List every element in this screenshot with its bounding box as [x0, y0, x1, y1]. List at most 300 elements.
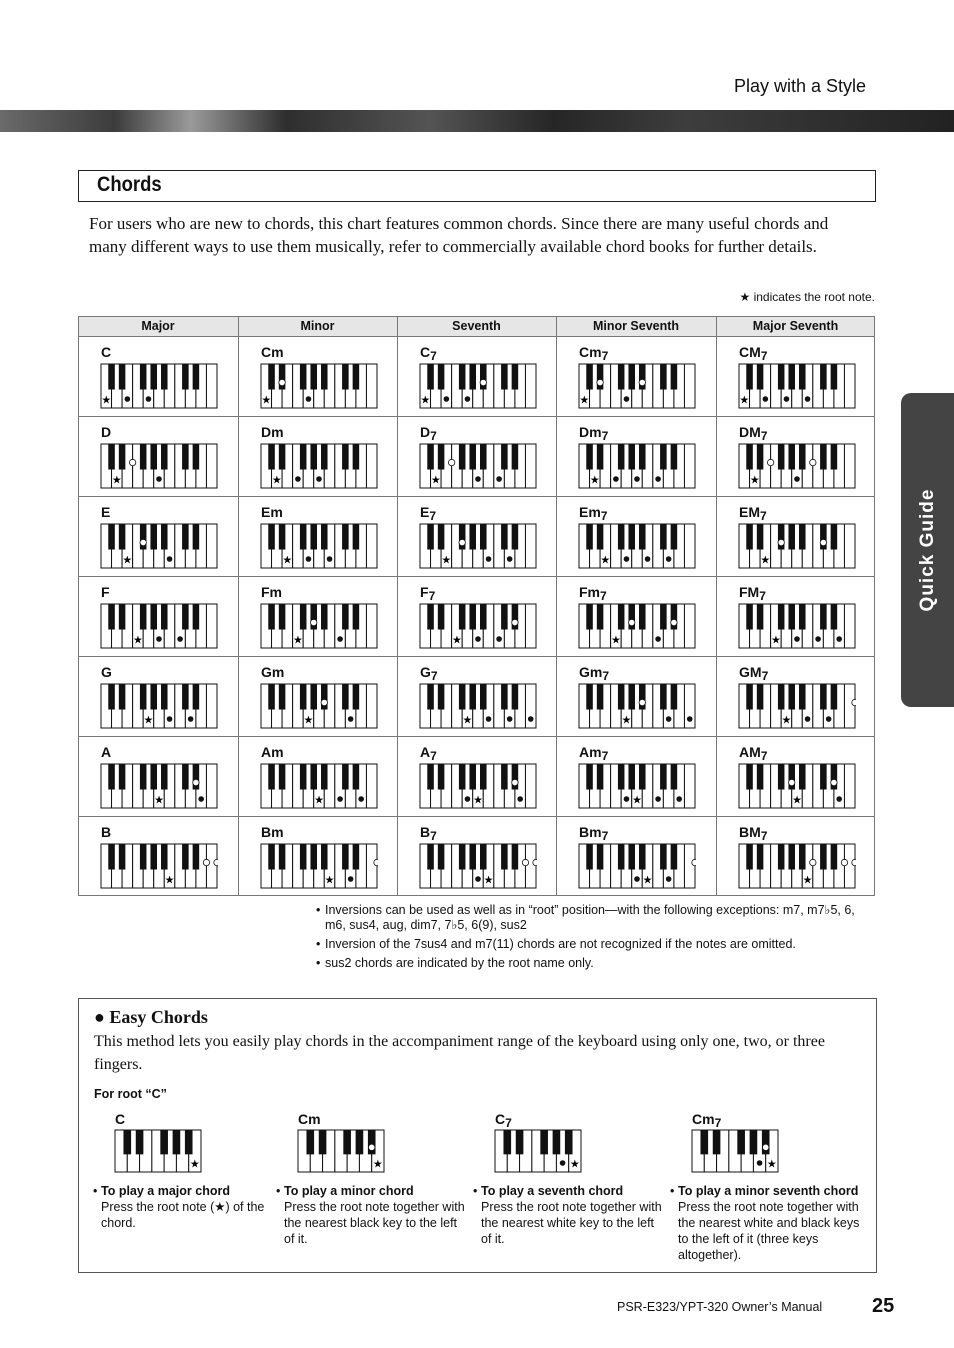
root-star-marker: ★: [101, 393, 112, 407]
easy-cm-keyboard: [297, 1129, 385, 1173]
black-key: [671, 764, 678, 790]
chord-name: G7: [420, 664, 438, 683]
pressed-key-dot: [805, 716, 811, 722]
white-key: [525, 444, 536, 488]
black-key: [700, 1130, 708, 1154]
black-key: [342, 524, 349, 550]
black-key: [119, 844, 126, 870]
black-key: [586, 444, 593, 470]
black-key: [150, 844, 157, 870]
pressed-key-dot: [496, 636, 502, 642]
black-key: [300, 524, 307, 550]
black-key: [660, 684, 667, 710]
black-key: [469, 764, 476, 790]
black-key: [746, 684, 753, 710]
black-key: [660, 764, 667, 790]
white-key: [366, 524, 377, 568]
chord-name: C7: [420, 344, 437, 363]
black-key: [438, 764, 445, 790]
black-key: [300, 364, 307, 390]
black-key: [628, 764, 635, 790]
black-key: [279, 524, 286, 550]
footer-model: PSR-E323/YPT-320 Owner’s Manual: [617, 1300, 823, 1314]
black-key: [150, 764, 157, 790]
pressed-key-dot: [836, 636, 842, 642]
pressed-key-dot: [327, 556, 333, 562]
black-key: [597, 844, 604, 870]
pressed-black-key-dot: [512, 779, 518, 785]
black-key: [788, 604, 795, 630]
pressed-key-dot: [634, 476, 640, 482]
chord-cm7-keyboard: [578, 363, 696, 409]
black-key: [639, 444, 646, 470]
pressed-black-key-dot: [279, 379, 285, 385]
black-key: [438, 524, 445, 550]
black-key: [161, 604, 168, 630]
black-key: [161, 764, 168, 790]
chord-dm7-keyboard: [578, 443, 696, 489]
black-key: [300, 764, 307, 790]
black-key: [119, 524, 126, 550]
instruction-title: To play a major chord: [101, 1184, 230, 1198]
black-key: [438, 684, 445, 710]
black-key: [321, 604, 328, 630]
easy-chord-instruction: • To play a major chord Press the root note (★) of the chord.: [93, 1183, 283, 1231]
pressed-black-key-dot: [129, 459, 135, 465]
pressed-key-dot: [486, 716, 492, 722]
black-key: [799, 364, 806, 390]
pressed-key-dot: [167, 556, 173, 562]
chord-em7-keyboard: [578, 523, 696, 569]
table-divider: [78, 316, 79, 896]
black-key: [108, 684, 115, 710]
black-key: [501, 684, 508, 710]
black-key: [119, 604, 126, 630]
black-key: [565, 1130, 573, 1154]
black-key: [469, 444, 476, 470]
black-key: [427, 684, 434, 710]
chord-a7-keyboard: [419, 763, 537, 809]
black-key: [778, 364, 785, 390]
pressed-key-dot: [486, 556, 492, 562]
black-key: [660, 524, 667, 550]
black-key: [279, 764, 286, 790]
black-key: [150, 364, 157, 390]
black-key: [778, 764, 785, 790]
chord-name: E7: [420, 504, 437, 523]
black-key: [427, 604, 434, 630]
black-key: [469, 604, 476, 630]
pressed-key-dot: [156, 636, 162, 642]
black-key: [268, 444, 275, 470]
chord-name: FM7: [739, 584, 766, 603]
black-key: [321, 764, 328, 790]
pressed-key-dot: [348, 716, 354, 722]
root-star-marker: ★: [271, 473, 282, 487]
black-key: [501, 764, 508, 790]
pressed-key-dot: [348, 876, 354, 882]
white-key: [684, 764, 695, 808]
chord-name: EM7: [739, 504, 767, 523]
black-key: [140, 684, 147, 710]
black-key: [820, 604, 827, 630]
white-key: [844, 844, 855, 888]
column-header: Major: [78, 316, 238, 336]
black-key: [820, 364, 827, 390]
black-key: [140, 444, 147, 470]
pressed-black-key-dot: [841, 859, 847, 865]
black-key: [820, 844, 827, 870]
white-key: [366, 364, 377, 408]
black-key: [757, 604, 764, 630]
pressed-black-key-dot: [448, 459, 454, 465]
pressed-black-key-dot: [214, 859, 218, 865]
black-key: [268, 844, 275, 870]
black-key: [671, 444, 678, 470]
note-item: • sus2 chords are indicated by the root name only.: [316, 956, 876, 971]
pressed-key-dot: [496, 476, 502, 482]
black-key: [185, 1130, 193, 1154]
instruction-title: To play a minor seventh chord: [678, 1184, 859, 1198]
black-key: [639, 604, 646, 630]
table-divider: [716, 316, 717, 896]
white-key: [684, 524, 695, 568]
pressed-key-dot: [306, 556, 312, 562]
root-star-marker: ★: [642, 873, 653, 887]
black-key: [438, 444, 445, 470]
pressed-key-dot: [316, 476, 322, 482]
black-key: [427, 524, 434, 550]
black-key: [279, 604, 286, 630]
chord-dm-keyboard: [260, 443, 378, 489]
pressed-key-dot: [624, 796, 630, 802]
black-key: [831, 604, 838, 630]
pressed-key-dot: [528, 716, 534, 722]
easy-chords-title: ● Easy Chords: [94, 1007, 208, 1027]
black-key: [342, 764, 349, 790]
chord-name: E: [101, 504, 111, 520]
white-key: [206, 604, 217, 648]
chord-name: B7: [420, 824, 437, 843]
root-star-marker: ★: [122, 553, 133, 567]
pressed-black-key-dot: [810, 459, 816, 465]
intro-paragraph: For users who are new to chords, this chart features common chords. Since there are many useful chords and many different ways to use them musically, refer to commercially available chord books for further details.: [89, 214, 829, 256]
black-key: [757, 444, 764, 470]
quick-guide-tab-label: Quick Guide: [916, 488, 938, 612]
black-key: [746, 844, 753, 870]
pressed-key-dot: [757, 1160, 763, 1166]
black-key: [342, 844, 349, 870]
root-star-marker: ★: [451, 633, 462, 647]
pressed-key-dot: [337, 636, 343, 642]
black-key: [757, 684, 764, 710]
black-key: [586, 604, 593, 630]
chord-am-keyboard: [260, 763, 378, 809]
pressed-key-dot: [784, 396, 790, 402]
black-key: [268, 604, 275, 630]
black-key: [161, 364, 168, 390]
page-title: Chords: [97, 173, 162, 196]
chord-name: CM7: [739, 344, 768, 363]
black-key: [108, 444, 115, 470]
black-key: [343, 1130, 351, 1154]
black-key: [820, 684, 827, 710]
black-key: [746, 764, 753, 790]
root-star-marker: ★: [802, 873, 813, 887]
pressed-key-dot: [177, 636, 183, 642]
pressed-key-dot: [475, 876, 481, 882]
chord-name: Dm7: [579, 424, 609, 443]
white-key: [206, 764, 217, 808]
chord-fm7-keyboard: [738, 603, 856, 649]
root-star-marker: ★: [473, 793, 483, 807]
black-key: [268, 684, 275, 710]
root-star-marker: ★: [621, 713, 632, 727]
table-divider: [78, 736, 875, 737]
chord-a-keyboard: [100, 763, 218, 809]
pressed-key-dot: [613, 476, 619, 482]
chord-name: A: [101, 744, 112, 760]
chord-e-keyboard: [100, 523, 218, 569]
black-key: [660, 364, 667, 390]
pressed-key-dot: [794, 476, 800, 482]
white-key: [525, 844, 536, 888]
page-number: 25: [872, 1295, 895, 1317]
chord-name: Gm: [261, 664, 285, 680]
white-key: [684, 364, 695, 408]
pressed-key-dot: [645, 556, 651, 562]
black-key: [512, 684, 519, 710]
pressed-black-key-dot: [321, 699, 327, 705]
pressed-black-key-dot: [810, 859, 816, 865]
pressed-black-key-dot: [820, 539, 826, 545]
black-key: [788, 524, 795, 550]
pressed-black-key-dot: [533, 859, 537, 865]
black-key: [501, 444, 508, 470]
pressed-key-dot: [655, 796, 661, 802]
black-key: [757, 524, 764, 550]
chord-name: Cm7: [579, 344, 609, 363]
pressed-key-dot: [666, 556, 672, 562]
black-key: [140, 764, 147, 790]
section-title: Play with a Style: [734, 76, 867, 96]
chord-b7-keyboard: [419, 843, 537, 889]
easy-c7-keyboard: [494, 1129, 582, 1173]
white-key: [525, 764, 536, 808]
black-key: [353, 844, 360, 870]
table-divider: [78, 656, 875, 657]
black-key: [119, 764, 126, 790]
black-key: [778, 444, 785, 470]
chords-title-box: [78, 170, 876, 202]
black-key: [597, 444, 604, 470]
black-key: [512, 444, 519, 470]
pressed-black-key-dot: [852, 859, 856, 865]
pressed-key-dot: [634, 876, 640, 882]
black-key: [279, 844, 286, 870]
black-key: [671, 844, 678, 870]
black-key: [788, 364, 795, 390]
root-star-marker: ★: [569, 1157, 580, 1171]
black-key: [788, 844, 795, 870]
chord-cm7-keyboard: [738, 363, 856, 409]
chord-name: Fm7: [579, 584, 607, 603]
chord-chart-table: [78, 316, 875, 896]
chord-name: B: [101, 824, 112, 840]
chord-g-keyboard: [100, 683, 218, 729]
pressed-key-dot: [475, 636, 481, 642]
white-key: [206, 524, 217, 568]
black-key: [799, 444, 806, 470]
pressed-key-dot: [444, 396, 450, 402]
root-star-marker: ★: [143, 713, 154, 727]
pressed-key-dot: [167, 716, 173, 722]
chord-c7-keyboard: [419, 363, 537, 409]
black-key: [108, 604, 115, 630]
black-key: [820, 444, 827, 470]
chord-g7-keyboard: [419, 683, 537, 729]
black-key: [660, 604, 667, 630]
easy-chords-description: This method lets you easily play chords in the accompaniment range of the keyboard using only one, two, or three fingers.: [94, 1033, 825, 1073]
easy-cm7-keyboard: [691, 1129, 779, 1173]
black-key: [161, 524, 168, 550]
black-key: [300, 844, 307, 870]
pressed-black-key-dot: [522, 859, 528, 865]
black-key: [182, 684, 189, 710]
black-key: [597, 684, 604, 710]
root-star-marker: ★: [781, 713, 792, 727]
black-key: [480, 844, 487, 870]
white-key: [206, 444, 217, 488]
root-star-marker: ★: [739, 393, 750, 407]
black-key: [501, 604, 508, 630]
chord-cm-keyboard: [260, 363, 378, 409]
black-key: [820, 764, 827, 790]
black-key: [501, 524, 508, 550]
pressed-key-dot: [815, 636, 821, 642]
white-key: [366, 684, 377, 728]
pressed-black-key-dot: [597, 379, 603, 385]
white-key: [206, 364, 217, 408]
pressed-key-dot: [655, 636, 661, 642]
pressed-key-dot: [517, 796, 523, 802]
black-key: [597, 764, 604, 790]
chord-name: Dm: [261, 424, 284, 440]
black-key: [140, 604, 147, 630]
quick-guide-tab[interactable]: [901, 393, 954, 707]
black-key: [119, 444, 126, 470]
black-key: [469, 844, 476, 870]
table-divider: [874, 316, 875, 896]
pressed-black-key-dot: [852, 699, 856, 705]
pressed-key-dot: [337, 796, 343, 802]
black-key: [618, 364, 625, 390]
black-key: [353, 444, 360, 470]
pressed-black-key-dot: [374, 859, 378, 865]
black-key: [356, 1130, 364, 1154]
black-key: [512, 364, 519, 390]
black-key: [150, 684, 157, 710]
pressed-key-dot: [125, 396, 131, 402]
instruction-title: To play a seventh chord: [481, 1184, 624, 1198]
black-key: [713, 1130, 721, 1154]
easy-chord-instruction: • To play a minor chord Press the root note together with the nearest black key to the left of it.: [276, 1184, 465, 1246]
black-key: [182, 524, 189, 550]
chord-d-keyboard: [100, 443, 218, 489]
chord-name: Cm: [261, 344, 284, 360]
black-key: [618, 604, 625, 630]
root-star-marker: ★: [303, 713, 314, 727]
table-divider: [78, 496, 875, 497]
black-key: [160, 1130, 168, 1154]
black-key: [319, 1130, 327, 1154]
chord-gm-keyboard: [260, 683, 378, 729]
black-key: [150, 524, 157, 550]
chord-f-keyboard: [100, 603, 218, 649]
table-divider: [556, 316, 557, 896]
pressed-key-dot: [836, 796, 842, 802]
pressed-black-key-dot: [831, 779, 837, 785]
black-key: [469, 364, 476, 390]
black-key: [540, 1130, 548, 1154]
black-key: [268, 524, 275, 550]
black-key: [671, 524, 678, 550]
black-key: [778, 684, 785, 710]
black-key: [321, 524, 328, 550]
chord-name: BM7: [739, 824, 768, 843]
black-key: [788, 684, 795, 710]
chord-d7-keyboard: [419, 443, 537, 489]
root-star-marker: ★: [600, 553, 611, 567]
pressed-key-dot: [666, 716, 672, 722]
black-key: [150, 444, 157, 470]
chord-dm7-keyboard: [738, 443, 856, 489]
pressed-black-key-dot: [767, 459, 773, 465]
table-divider: [78, 336, 875, 337]
chord-name: Bm7: [579, 824, 609, 843]
pressed-key-dot: [358, 796, 364, 802]
black-key: [310, 364, 317, 390]
black-key: [136, 1130, 144, 1154]
pressed-black-key-dot: [639, 699, 645, 705]
root-star-marker: ★: [589, 473, 600, 487]
black-key: [459, 684, 466, 710]
black-key: [628, 524, 635, 550]
pressed-key-dot: [146, 396, 152, 402]
white-key: [684, 444, 695, 488]
column-header: Minor: [238, 316, 397, 336]
chord-fm-keyboard: [260, 603, 378, 649]
black-key: [193, 684, 200, 710]
black-key: [108, 844, 115, 870]
black-key: [618, 444, 625, 470]
chord-bm7-keyboard: [578, 843, 696, 889]
black-key: [799, 684, 806, 710]
chord-am7-keyboard: [578, 763, 696, 809]
black-key: [108, 524, 115, 550]
root-star-marker: ★: [579, 393, 590, 407]
black-key: [660, 844, 667, 870]
root-star-marker: ★: [462, 713, 473, 727]
black-key: [480, 524, 487, 550]
black-key: [628, 444, 635, 470]
chord-name: Bm: [261, 824, 284, 840]
black-key: [831, 524, 838, 550]
black-key: [586, 684, 593, 710]
root-star-marker: ★: [282, 553, 293, 567]
table-divider: [78, 576, 875, 577]
chord-fm7-keyboard: [578, 603, 696, 649]
